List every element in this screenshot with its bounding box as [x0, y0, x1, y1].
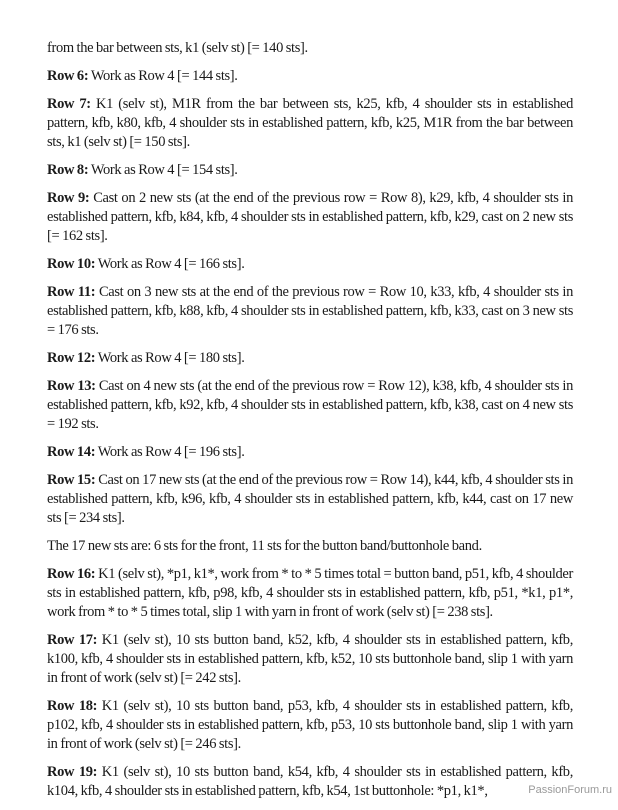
row-label: Row 19:: [47, 764, 98, 780]
paragraph-continuation: [47, 39, 573, 58]
paragraph-row-19: [47, 763, 573, 801]
paragraph-row-6: [47, 67, 573, 86]
row-label: Row 15:: [47, 472, 96, 488]
paragraph-row-11: [47, 283, 573, 340]
paragraph-text: Work as Row 4 [= 154 sts].: [90, 162, 238, 178]
paragraph-text: Work as Row 4 [= 180 sts].: [97, 350, 245, 366]
row-label: Row 13:: [47, 378, 96, 394]
paragraph-row-17: [47, 631, 573, 688]
paragraph-row-8: [47, 161, 573, 180]
row-label: Row 10:: [47, 256, 96, 272]
paragraph-text: K1 (selv st), 10 sts button band, k54, kfb, 4 shoulder sts in established pattern, kfb, k104, kfb, 4 shoulder sts in established pattern, kfb, k54, 1st buttonhole: *p1, k1*,: [47, 764, 573, 799]
paragraph-text: K1 (selv st), 10 sts button band, k52, kfb, 4 shoulder sts in established pattern, kfb, k100, kfb, 4 shoulder sts in established pattern, kfb, k52, 10 sts buttonhole band, slip 1 with yarn in front of work (selv st) [= 242 sts].: [47, 632, 573, 686]
row-label: Row 9:: [47, 190, 90, 206]
paragraph-text: from the bar between sts, k1 (selv st) [= 140 sts].: [47, 40, 308, 56]
document-page: [47, 39, 573, 810]
paragraph-row-14: [47, 443, 573, 462]
paragraph-row-15: [47, 471, 573, 528]
paragraph-text: Work as Row 4 [= 166 sts].: [97, 256, 245, 272]
paragraph-row-10: [47, 255, 573, 274]
row-label: Row 16:: [47, 566, 96, 582]
paragraph-text: K1 (selv st), 10 sts button band, p53, kfb, 4 shoulder sts in established pattern, kfb, p102, kfb, 4 shoulder sts in established pattern, kfb, p53, 10 sts buttonhole band, slip 1 with yarn in front of work (selv st) [= 246 sts].: [47, 698, 573, 752]
paragraph-row-13: [47, 377, 573, 434]
paragraph-row-7: [47, 95, 573, 152]
paragraph-note: [47, 537, 573, 556]
paragraph-text: Cast on 3 new sts at the end of the previous row = Row 10, k33, kfb, 4 shoulder sts in established pattern, kfb, k88, kfb, 4 shoulder sts in established pattern, kfb, k33, cast on 3 new sts = 176 sts.: [47, 284, 573, 338]
paragraph-text: Cast on 4 new sts (at the end of the previous row = Row 12), k38, kfb, 4 shoulder sts in established pattern, kfb, k92, kfb, 4 shoulder sts in established pattern, kfb, k38, cast on 4 new sts = 192 sts.: [47, 378, 574, 432]
paragraph-text: K1 (selv st), M1R from the bar between sts, k25, kfb, 4 shoulder sts in established pattern, kfb, k80, kfb, 4 shoulder sts in established pattern, kfb, k25, M1R from the bar between sts, k1 (selv st) [= 150 sts].: [47, 96, 574, 150]
row-label: Row 17:: [47, 632, 98, 648]
paragraph-row-18: [47, 697, 573, 754]
paragraph-text: Work as Row 4 [= 196 sts].: [97, 444, 245, 460]
row-label: Row 12:: [47, 350, 96, 366]
paragraph-text: Cast on 2 new sts (at the end of the previous row = Row 8), k29, kfb, 4 shoulder sts in established pattern, kfb, k84, kfb, 4 shoulder sts in established pattern, kfb, k29, cast on 2 new sts [= 162 sts].: [47, 190, 574, 244]
row-label: Row 6:: [47, 68, 89, 84]
row-label: Row 7:: [47, 96, 91, 112]
paragraph-row-12: [47, 349, 573, 368]
row-label: Row 14:: [47, 444, 96, 460]
row-label: Row 11:: [47, 284, 96, 300]
paragraph-row-16: [47, 565, 573, 622]
paragraph-text: The 17 new sts are: 6 sts for the front, 11 sts for the button band/buttonhole band.: [47, 538, 482, 554]
paragraph-text: Cast on 17 new sts (at the end of the previous row = Row 14), k44, kfb, 4 shoulder sts in established pattern, kfb, k96, kfb, 4 shoulder sts in established pattern, kfb, k44, cast on 17 new sts [= 234 sts].: [47, 472, 573, 526]
row-label: Row 18:: [47, 698, 98, 714]
paragraph-text: K1 (selv st), *p1, k1*, work from * to * 5 times total = button band, p51, kfb, 4 shoulder sts in established pattern, kfb, p98, kfb, 4 shoulder sts in established pattern, kfb, p51, *k1, p1*, work from * to * 5 times total, slip 1 with yarn in front of work (selv st) [= 238 sts].: [47, 566, 574, 620]
paragraph-text: Work as Row 4 [= 144 sts].: [90, 68, 238, 84]
row-label: Row 8:: [47, 162, 89, 178]
paragraph-row-9: [47, 189, 573, 246]
watermark: PassionForum.ru: [528, 784, 612, 796]
